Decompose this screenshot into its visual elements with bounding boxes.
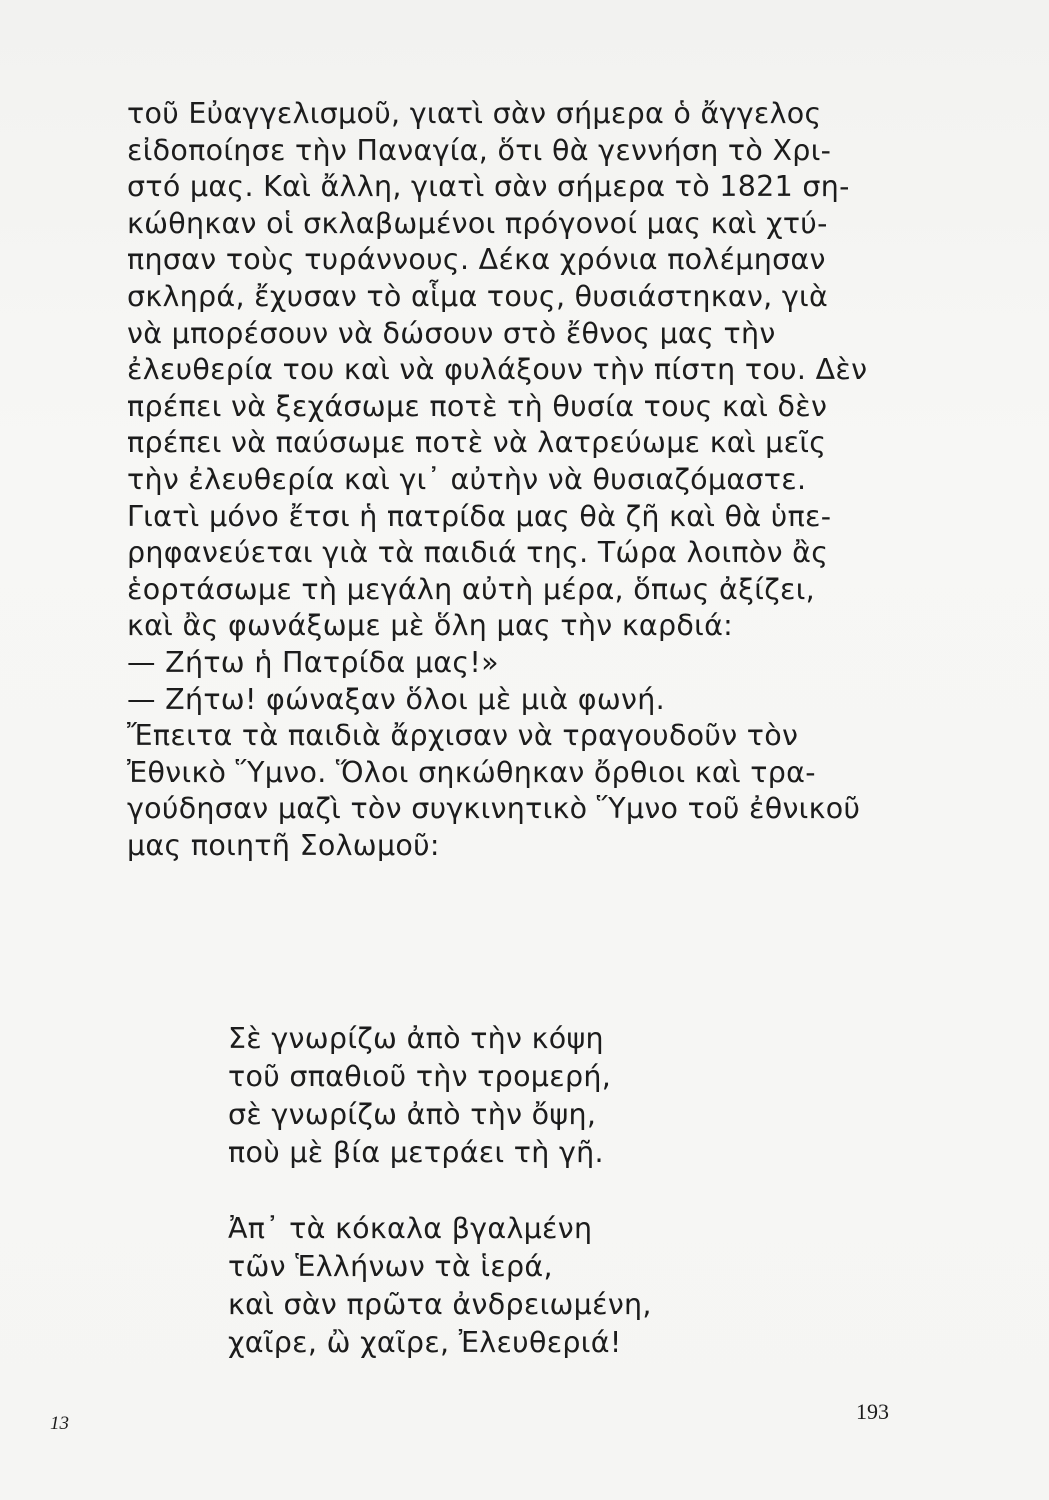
prose-line: ἑορτάσωμε τὴ μεγάλη αὐτὴ μέρα, ὅπως ἀξίζει, (127, 572, 816, 606)
prose-line: πησαν τοὺς τυράννους. Δέκα χρόνια πολέμησαν (127, 243, 826, 277)
prose-line: Γιατὶ μόνο ἔτσι ἡ πατρίδα μας θὰ ζῆ καὶ θὰ ὑπε- (127, 499, 832, 533)
prose-line: γούδησαν μαζὶ τὸν συγκινητικὸ Ὕμνο τοῦ ἐθνικοῦ (127, 792, 861, 826)
prose-line: τὴν ἐλευθερία καὶ γι᾽ αὐτὴν νὰ θυσιαζόμαστε. (127, 462, 807, 496)
prose-line: εἰδοποίησε τὴν Παναγία, ὅτι θὰ γεννήση τὸ Χρι- (127, 133, 832, 167)
prose-text (127, 96, 897, 864)
prose-line: καὶ ἂς φωνάξωμε μὲ ὅλη μας τὴν καρδιά: (127, 609, 734, 643)
poem-stanza-1 (228, 1020, 788, 1172)
poem-line: Ἀπ᾽ τὰ κόκαλα βγαλμένη (228, 1212, 593, 1245)
poem-stanza-2 (228, 1210, 788, 1362)
poem-line: σὲ γνωρίζω ἀπὸ τὴν ὄψη, (228, 1098, 597, 1131)
prose-line: στό μας. Καὶ ἄλλη, γιατὶ σὰν σήμερα τὸ 1821 ση- (127, 170, 850, 204)
prose-line: κώθηκαν οἱ σκλαβωμένοι πρόγονοί μας καὶ χτύ- (127, 206, 828, 240)
prose-line: πρέπει νὰ παύσωμε ποτὲ νὰ λατρεύωμε καὶ μεῖς (127, 426, 827, 460)
dialogue-line: — Ζήτω ἡ Πατρίδα μας!» (127, 645, 499, 679)
poem-line: Σὲ γνωρίζω ἀπὸ τὴν κόψη (228, 1022, 604, 1055)
poem-line: τοῦ σπαθιοῦ τὴν τρομερή, (228, 1060, 612, 1093)
poem-line: χαῖρε, ὢ χαῖρε, Ἐλευθεριά! (228, 1326, 622, 1359)
page-number: 193 (856, 1399, 889, 1424)
prose-line: ἐλευθερία του καὶ νὰ φυλάξουν τὴν πίστη του. Δὲν (127, 353, 868, 387)
prose-line: τοῦ Εὐαγγελισμοῦ, γιατὶ σὰν σήμερα ὁ ἄγγελος (127, 97, 822, 130)
poem-line: ποὺ μὲ βία μετράει τὴ γῆ. (228, 1136, 604, 1169)
poem-line: καὶ σὰν πρῶτα ἀνδρειωμένη, (228, 1288, 652, 1321)
poem-line: τῶν Ἑλλήνων τὰ ἱερά, (228, 1250, 553, 1283)
prose-line: Ἔπειτα τὰ παιδιὰ ἄρχισαν νὰ τραγουδοῦν τὸν (127, 719, 799, 753)
prose-line: νὰ μπορέσουν νὰ δώσουν στὸ ἔθνος μας τὴν (127, 316, 776, 350)
prose-line: πρέπει νὰ ξεχάσωμε ποτὲ τὴ θυσία τους καὶ δὲν (127, 389, 828, 423)
prose-line: σκληρά, ἔχυσαν τὸ αἷμα τους, θυσιάστηκαν, γιὰ (127, 279, 829, 313)
dialogue-line: — Ζήτω! φώναξαν ὅλοι μὲ μιὰ φωνή. (127, 682, 665, 716)
prose-line: μας ποιητῆ Σολωμοῦ: (127, 828, 440, 862)
signature-mark: 13 (50, 1413, 69, 1434)
prose-line: Ἐθνικὸ Ὕμνο. Ὅλοι σηκώθηκαν ὄρθιοι καὶ τρα- (127, 755, 816, 789)
prose-line: ρηφανεύεται γιὰ τὰ παιδιά της. Τώρα λοιπὸν ἂς (127, 536, 829, 570)
